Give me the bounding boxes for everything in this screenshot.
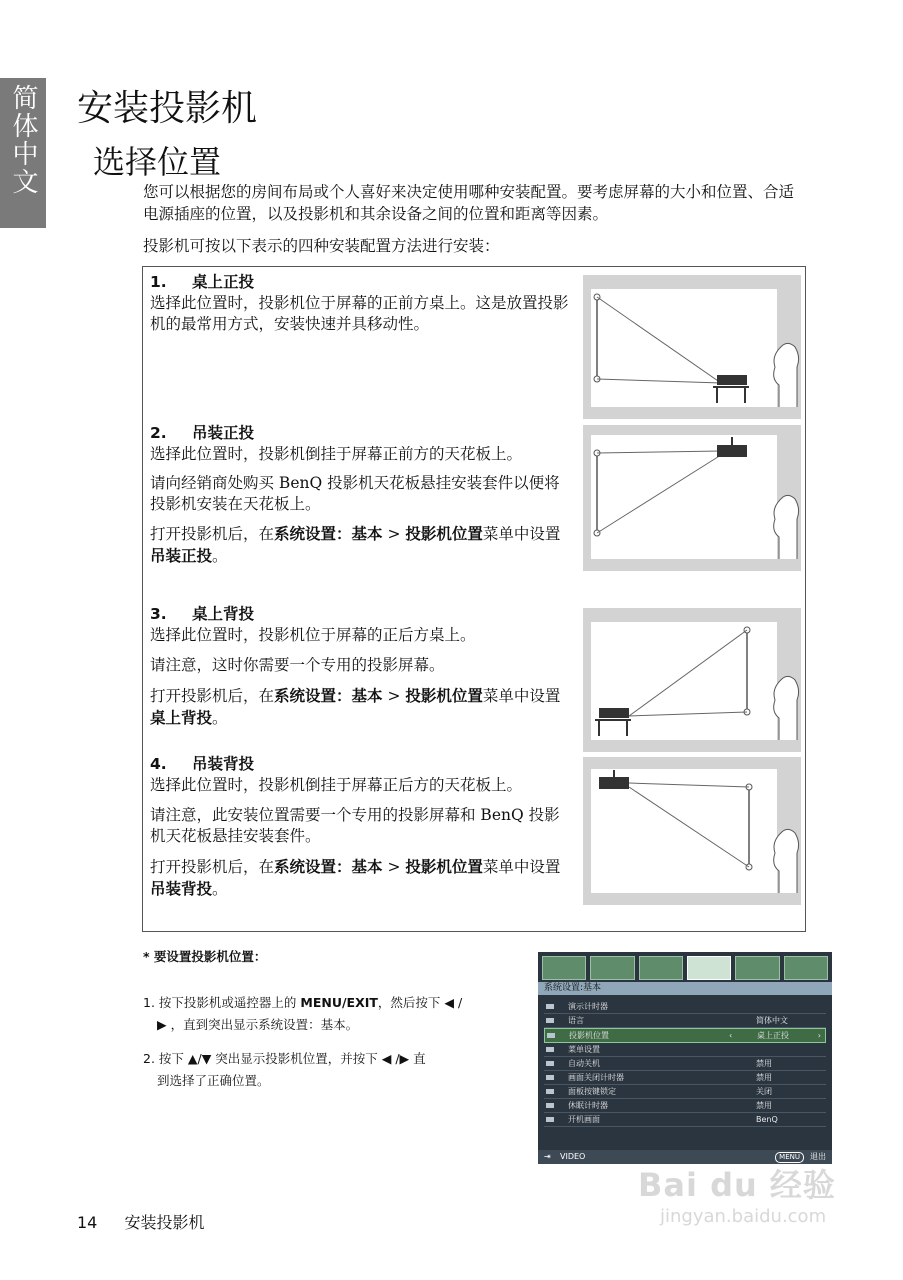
option-description: 选择此位置时，投影机位于屏幕的正后方桌上。 — [150, 626, 476, 644]
osd-menu — [538, 952, 832, 1164]
menu-row-icon — [546, 1117, 554, 1122]
option-menu-instruction: 打开投影机后，在系统设置：基本 > 投影机位置菜单中设置吊装正投。 — [150, 524, 561, 565]
menu-row-icon — [546, 1089, 554, 1094]
menu-row-label: 菜单设置 — [568, 1045, 600, 1054]
menu-row-value: 禁用 — [756, 1059, 772, 1068]
menu-row-label: 画面关闭计时器 — [568, 1073, 624, 1082]
menu-button-badge[interactable]: MENU — [775, 1152, 804, 1163]
source-icon: ⇥ — [544, 1152, 551, 1161]
footer-title: 安装投影机 — [124, 1213, 205, 1232]
menu-row[interactable] — [544, 1043, 826, 1057]
intro-paragraph-2: 投影机可按以下表示的四种安装配置方法进行安装： — [143, 237, 500, 255]
option-2 — [150, 422, 570, 567]
option-title: 桌上背投 — [192, 604, 255, 623]
option-4 — [150, 753, 570, 900]
page-title: 安装投影机 — [77, 88, 258, 129]
menu-row[interactable] — [544, 1000, 826, 1014]
option-note: 请向经销商处购买 BenQ 投影机天花板悬挂安装套件以便将投影机安装在天花板上。 — [150, 474, 560, 513]
menu-tab-system-advanced-icon[interactable] — [735, 956, 779, 980]
option-1 — [150, 271, 570, 335]
menu-row-icon — [546, 1047, 554, 1052]
menu-row-icon — [546, 1004, 554, 1009]
menu-row-value: 简体中文 — [756, 1016, 788, 1025]
menu-row-value: 禁用 — [756, 1073, 772, 1082]
menu-row-icon — [546, 1061, 554, 1066]
menu-row-label: 休眠计时器 — [568, 1101, 608, 1110]
option-description: 选择此位置时，投影机倒挂于屏幕正后方的天花板上。 — [150, 776, 523, 794]
menu-tab-info-icon[interactable] — [784, 956, 828, 980]
option-number: 3. — [150, 605, 167, 623]
exit-label: 退出 — [810, 1152, 826, 1161]
option-note: 请注意，此安装位置需要一个专用的投影屏幕和 BenQ 投影机天花板悬挂安装套件。 — [150, 806, 560, 845]
menu-tab-setup-icon[interactable] — [639, 956, 683, 980]
option-menu-instruction: 打开投影机后，在系统设置：基本 > 投影机位置菜单中设置吊装背投。 — [150, 857, 561, 898]
option-title: 吊装正投 — [192, 423, 255, 442]
menu-row-value: BenQ — [756, 1115, 778, 1124]
menu-row-label: 面板按键锁定 — [568, 1087, 616, 1096]
ceiling-rear-diagram — [583, 757, 801, 905]
menu-row-icon — [546, 1018, 554, 1023]
right-arrow-icon[interactable]: › — [817, 1031, 821, 1040]
menu-exit-key: MENU/EXIT — [300, 995, 378, 1010]
howto-steps — [143, 992, 523, 1092]
menu-row[interactable] — [544, 1113, 826, 1127]
menu-row-icon — [546, 1075, 554, 1080]
page-footer — [77, 1210, 204, 1233]
menu-header: 系统设置:基本 — [538, 982, 832, 995]
source-label: VIDEO — [560, 1152, 586, 1161]
option-number: 1. — [150, 273, 167, 291]
howto-heading: * 要设置投影机位置： — [143, 949, 267, 964]
ceiling-front-diagram — [583, 425, 801, 571]
menu-tab-display-icon[interactable] — [590, 956, 634, 980]
howto-step-1: 1. 按下投影机或遥控器上的 MENU/EXIT，然后按下 ◀ / — [143, 995, 463, 1010]
menu-row-icon — [546, 1103, 554, 1108]
menu-row[interactable] — [544, 1028, 826, 1043]
menu-row-icon — [547, 1033, 555, 1038]
menu-tab-picture-icon[interactable] — [542, 956, 586, 980]
howto-step-2: 2. 按下 ▲/▼ 突出显示投影机位置，并按下 ◀ /▶ 直 — [143, 1051, 426, 1066]
menu-row[interactable] — [544, 1099, 826, 1113]
floor-front-diagram — [583, 275, 801, 419]
page-number: 14 — [77, 1213, 98, 1232]
option-3 — [150, 603, 570, 729]
menu-tab-bar — [542, 956, 828, 980]
menu-list — [544, 1000, 826, 1127]
menu-row-value: 禁用 — [756, 1101, 772, 1110]
side-tab-label: 简体中文 — [8, 84, 38, 196]
menu-row-label: 语言 — [568, 1016, 584, 1025]
option-number: 4. — [150, 755, 167, 773]
language-side-tab — [0, 78, 46, 228]
menu-row-label: 投影机位置 — [569, 1031, 609, 1040]
baidu-watermark — [638, 1160, 836, 1227]
watermark-url: jingyan.baidu.com — [660, 1206, 827, 1227]
option-description: 选择此位置时，投影机位于屏幕的正前方桌上。这是放置投影机的最常用方式，安装快速并具移动性。 — [150, 294, 569, 333]
menu-row[interactable] — [544, 1014, 826, 1028]
menu-row-value: 桌上正投 — [757, 1031, 789, 1040]
menu-row[interactable] — [544, 1085, 826, 1099]
menu-tab-system-basic-icon[interactable] — [687, 956, 731, 980]
floor-rear-diagram — [583, 608, 801, 752]
menu-row-label: 演示计时器 — [568, 1002, 608, 1011]
option-title: 吊装背投 — [192, 754, 255, 773]
menu-row[interactable] — [544, 1057, 826, 1071]
menu-row-label: 自动关机 — [568, 1059, 600, 1068]
option-title: 桌上正投 — [192, 272, 255, 291]
option-menu-instruction: 打开投影机后，在系统设置：基本 > 投影机位置菜单中设置桌上背投。 — [150, 686, 561, 727]
menu-row[interactable] — [544, 1071, 826, 1085]
howto-step-2-cont: 到选择了正确位置。 — [157, 1073, 270, 1088]
section-title: 选择位置 — [93, 143, 222, 181]
intro-paragraph: 您可以根据您的房间布局或个人喜好来决定使用哪种安装配置。要考虑屏幕的大小和位置、合适电源插座的位置，以及投影机和其余设备之间的位置和距离等因素。 — [143, 183, 795, 223]
option-note: 请注意，这时你需要一个专用的投影屏幕。 — [150, 656, 445, 674]
watermark-brand: Bai du 经验 — [638, 1166, 836, 1204]
option-description: 选择此位置时，投影机倒挂于屏幕正前方的天花板上。 — [150, 445, 523, 463]
option-number: 2. — [150, 424, 167, 442]
howto-step-1-cont: ▶ ，直到突出显示系统设置：基本。 — [157, 1017, 359, 1032]
left-arrow-icon[interactable]: ‹ — [729, 1031, 733, 1040]
menu-row-label: 开机画面 — [568, 1115, 600, 1124]
menu-row-value: 关闭 — [756, 1087, 772, 1096]
